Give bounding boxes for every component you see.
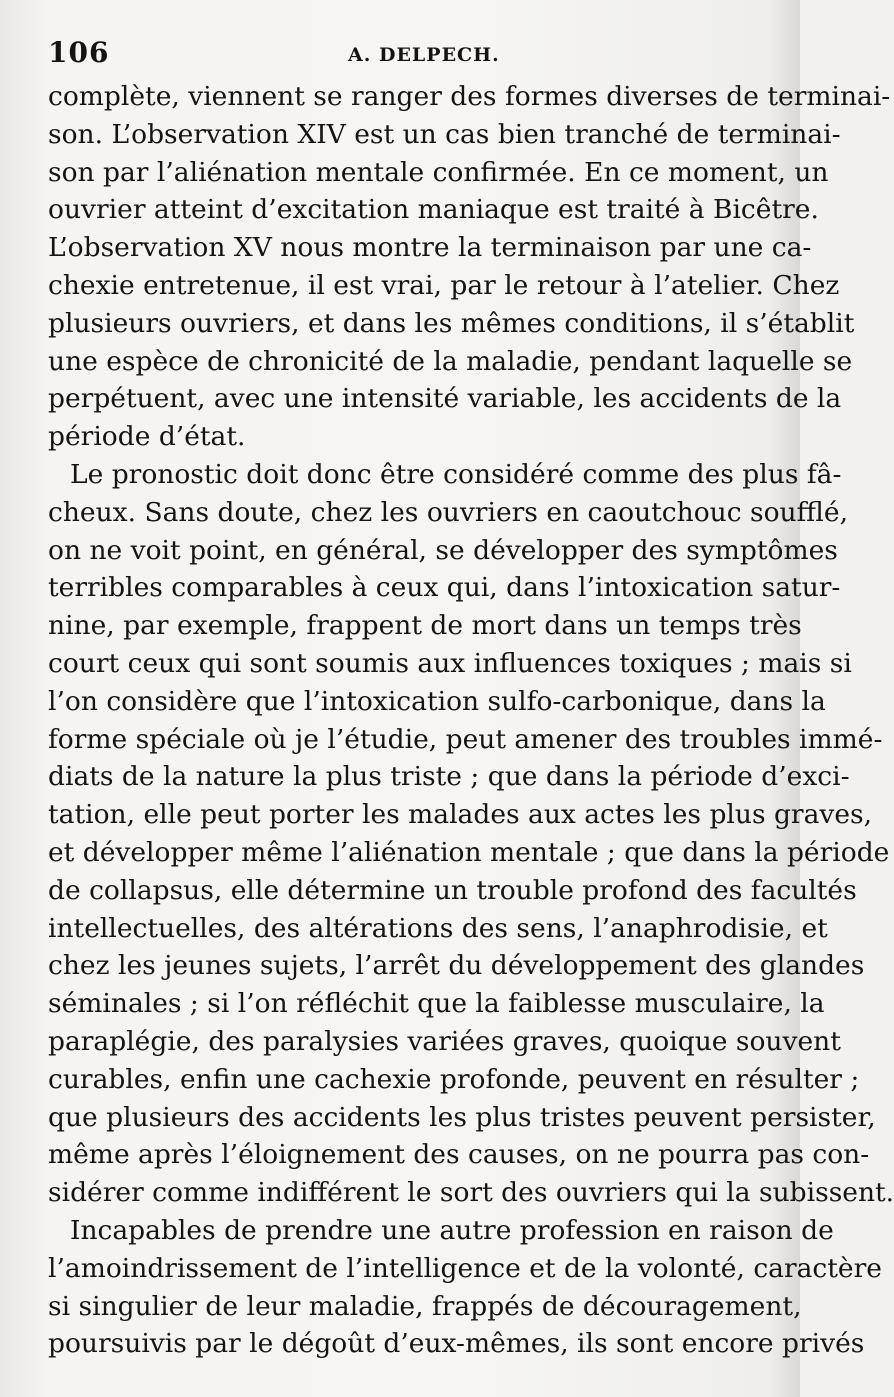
text-line: terribles comparables à ceux qui, dans l’intoxication satur-: [48, 572, 841, 604]
text-line: même après l’éloignement des causes, on ne pourra pas con-: [48, 1139, 870, 1171]
text-line: L’observation XV nous montre la terminaison par une ca-: [48, 232, 812, 264]
text-line: sidérer comme indifférent le sort des ouvriers qui la subissent.: [48, 1177, 894, 1209]
text-line: chexie entretenue, il est vrai, par le retour à l’atelier. Chez: [48, 269, 840, 301]
text-line: de collapsus, elle détermine un trouble profond des facultés: [48, 874, 857, 906]
text-line: si singulier de leur maladie, frappés de découragement,: [48, 1290, 802, 1322]
text-line: et développer même l’aliénation mentale ; que dans la période: [48, 836, 890, 868]
text-line: Incapables de prendre une autre profession en raison de: [70, 1214, 834, 1246]
paragraph-2: [48, 456, 894, 1212]
page-number: 106: [48, 36, 110, 69]
paragraph-1: [48, 78, 891, 456]
text-line: on ne voit point, en général, se développer des symptômes: [48, 534, 838, 566]
text-line: Le pronostic doit donc être considéré comme des plus fâ-: [70, 458, 842, 490]
text-line: tation, elle peut porter les malades aux actes les plus graves,: [48, 799, 873, 831]
text-line: curables, enfin une cachexie profonde, peuvent en résulter ;: [48, 1063, 860, 1095]
text-line: séminales ; si l’on réfléchit que la faiblesse musculaire, la: [48, 988, 825, 1020]
text-line: ouvrier atteint d’excitation maniaque est traité à Bicêtre.: [48, 194, 819, 226]
text-line: une espèce de chronicité de la maladie, pendant laquelle se: [48, 345, 853, 377]
body-text: [48, 78, 894, 1363]
text-line: forme spéciale où je l’étudie, peut amener des troubles immé-: [48, 723, 883, 755]
text-line: poursuivis par le dégoût d’eux-mêmes, ils sont encore privés: [48, 1328, 865, 1360]
text-line: période d’état.: [48, 421, 246, 453]
running-head: A. DELPECH.: [348, 44, 500, 66]
text-line: paraplégie, des paralysies variées graves, quoique souvent: [48, 1025, 841, 1057]
text-line: complète, viennent se ranger des formes diverses de terminai-: [48, 81, 891, 112]
text-line: nine, par exemple, frappent de mort dans un temps très: [48, 610, 802, 642]
text-line: intellectuelles, des altérations des sens, l’anaphrodisie, et: [48, 912, 828, 944]
text-line: l’amoindrissement de l’intelligence et de la volonté, caractère: [48, 1252, 882, 1284]
text-line: chez les jeunes sujets, l’arrêt du développement des glandes: [48, 950, 865, 982]
text-line: diats de la nature la plus triste ; que dans la période d’exci-: [48, 761, 850, 793]
text-line: que plusieurs des accidents les plus tristes peuvent persister,: [48, 1101, 876, 1133]
text-line: son par l’aliénation mentale confirmée. En ce moment, un: [48, 156, 829, 188]
text-line: plusieurs ouvriers, et dans les mêmes conditions, il s’établit: [48, 307, 855, 339]
text-line: son. L’observation XIV est un cas bien tranché de terminai-: [48, 118, 841, 150]
page-header: [48, 36, 763, 76]
paragraph-3: [48, 1212, 882, 1363]
text-line: cheux. Sans doute, chez les ouvriers en caoutchouc soufflé,: [48, 496, 849, 528]
text-line: l’on considère que l’intoxication sulfo-carbonique, dans la: [48, 685, 826, 717]
text-line: perpétuent, avec une intensité variable, les accidents de la: [48, 383, 842, 415]
text-line: court ceux qui sont soumis aux influences toxiques ; mais si: [48, 647, 852, 679]
